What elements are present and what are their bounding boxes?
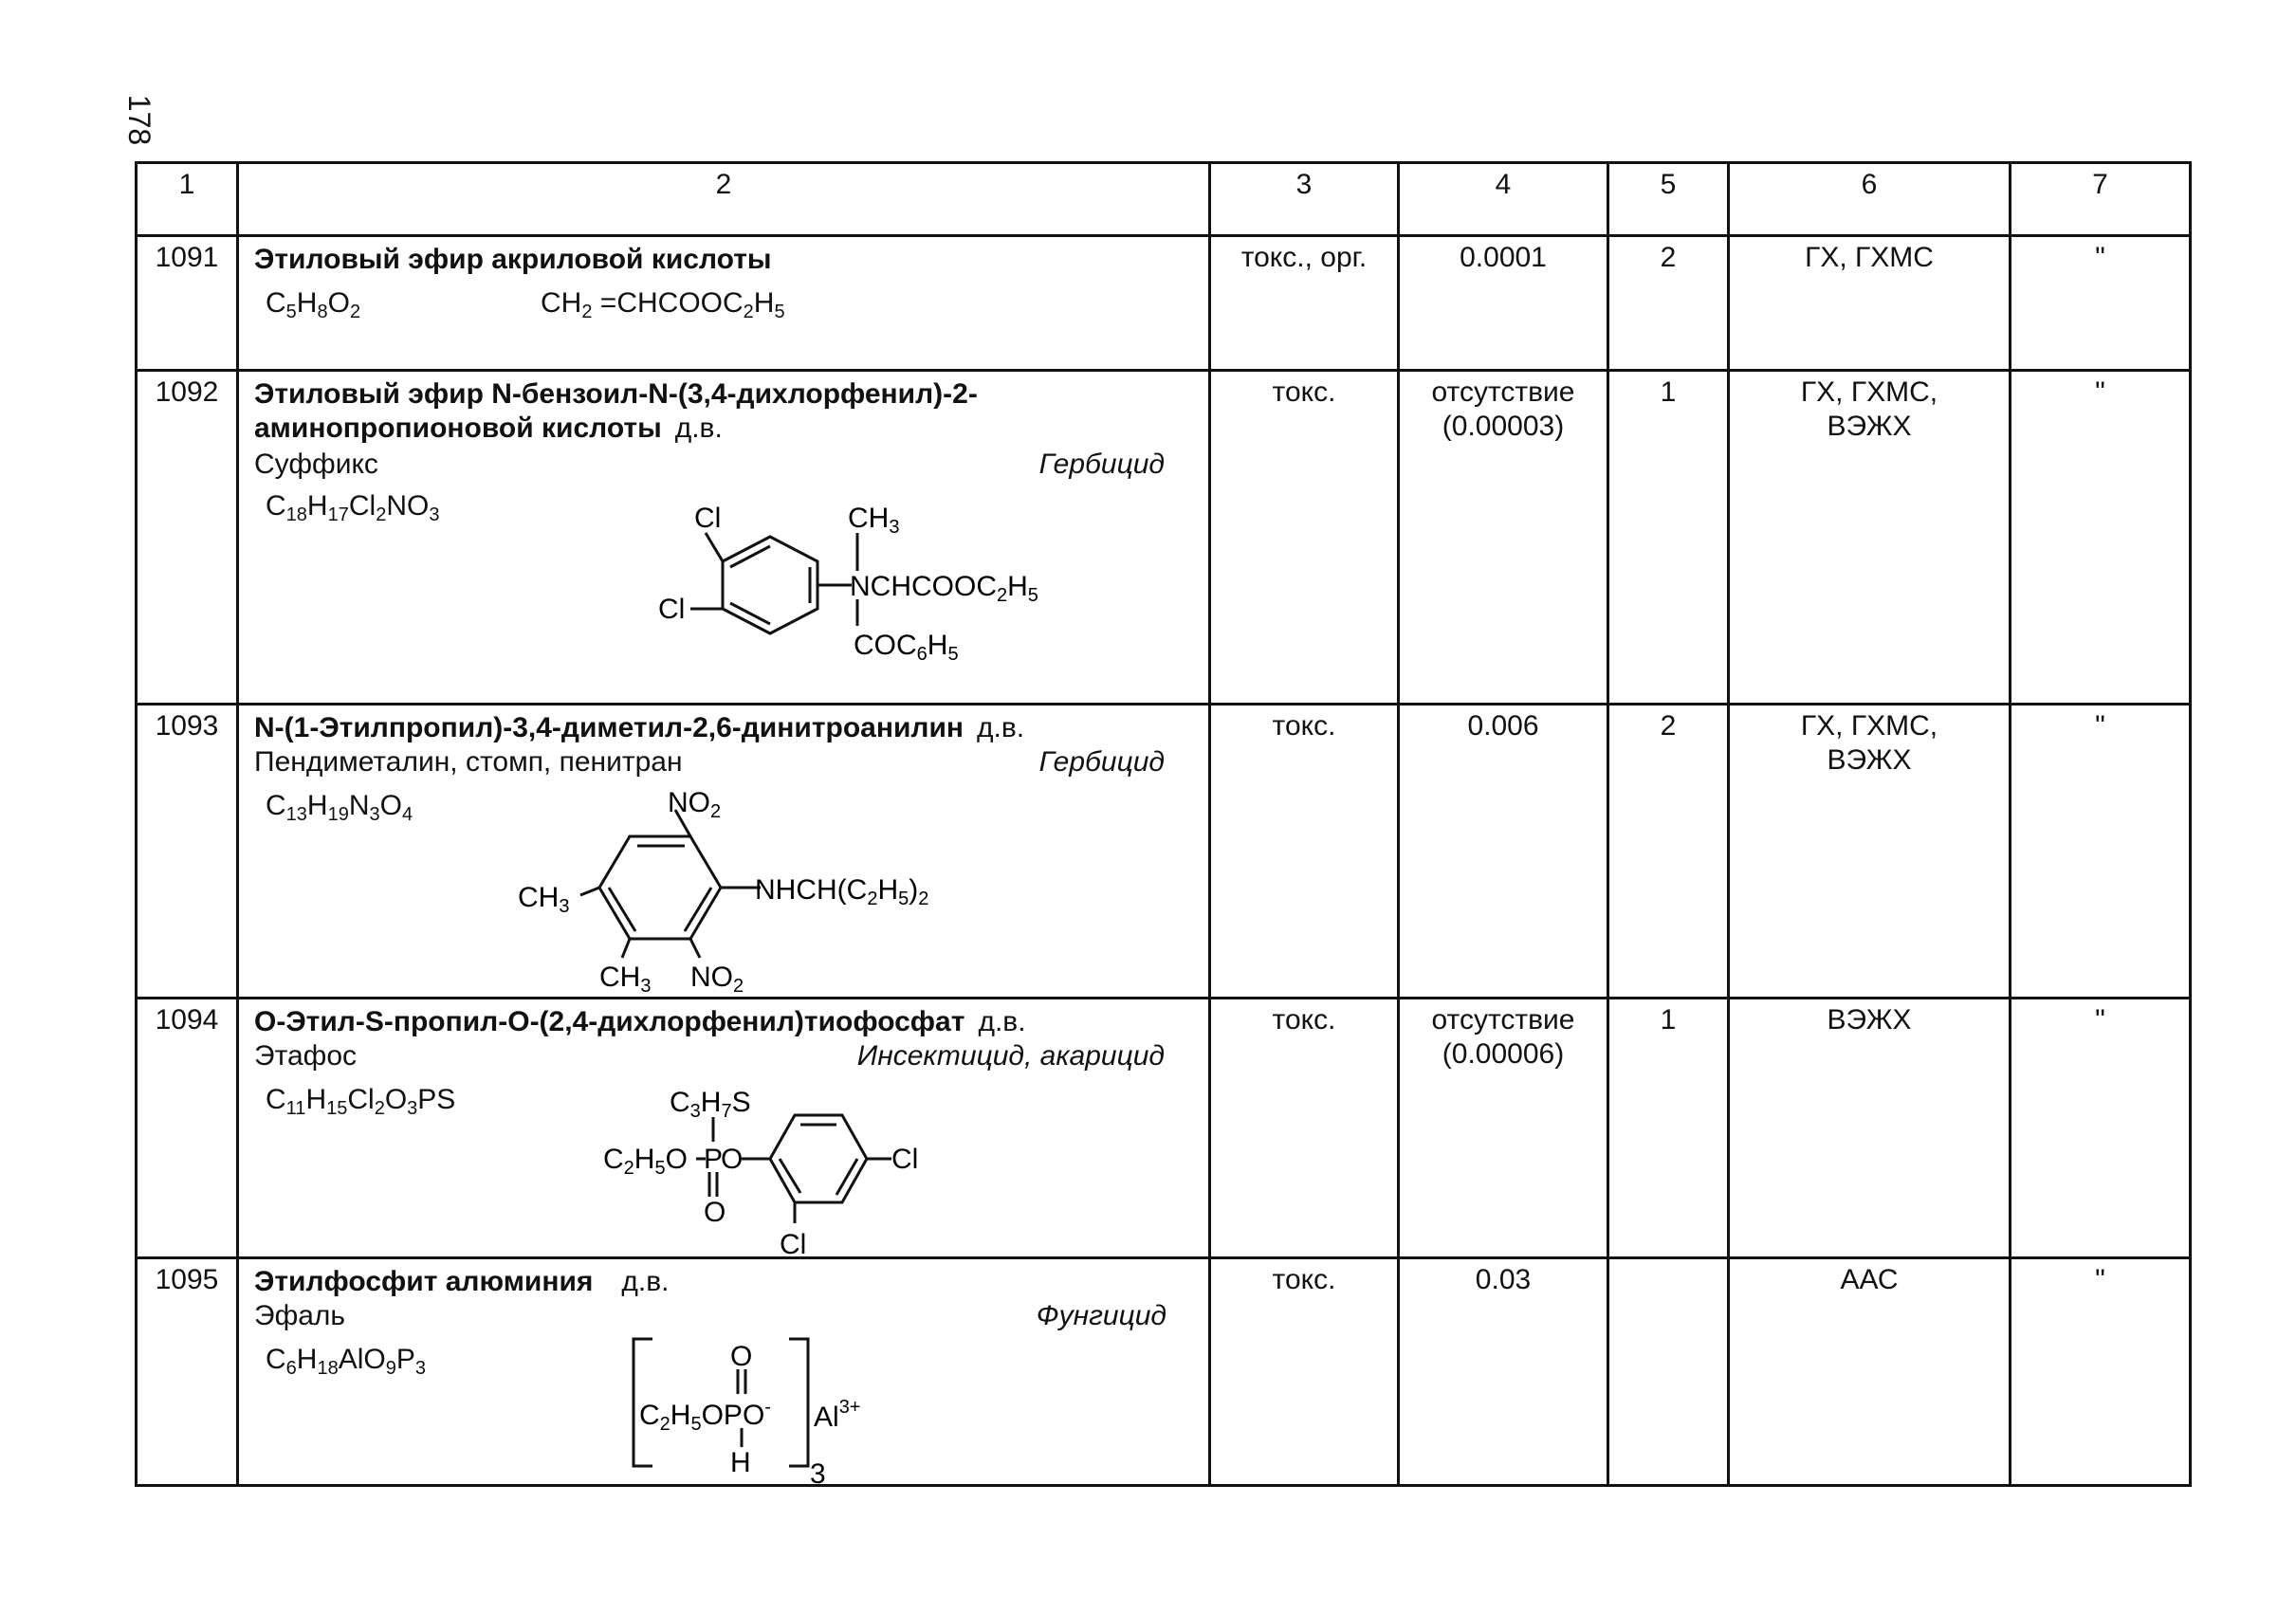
substance-cell <box>238 705 1210 999</box>
concentration-cell <box>1399 999 1608 1258</box>
method-cell <box>1729 371 2011 705</box>
substance-name-line1: Этиловый эфир N-бензоил-N-(3,4-дихлорфенил)-2- <box>254 378 978 410</box>
substance-cell <box>238 236 1210 371</box>
method-value: ВЭЖХ <box>1827 1004 1912 1036</box>
methyl-bottom: $CH_3$ <box>599 962 652 997</box>
header-col-4: 4 <box>1399 163 1608 236</box>
substance-cell <box>238 371 1210 705</box>
class-cell: 1 <box>1608 371 1729 705</box>
header-col-6: 6 <box>1729 163 2011 236</box>
stoichiometry: 3 <box>810 1458 826 1490</box>
substance-name-line2-wrap <box>254 412 723 446</box>
nitro-bottom: $NO_2$ <box>690 962 744 997</box>
chlorine-left: Cl <box>658 594 686 625</box>
amine-chain: $NCHCOOC_2H_5$ <box>850 571 1038 606</box>
nitro-top: $NO_2$ <box>668 787 722 822</box>
class-cell <box>1608 1258 1729 1486</box>
substance-name-line2: аминопропионовой кислоты <box>254 412 662 444</box>
class-cell: 1 <box>1608 999 1729 1258</box>
ref-cell: " <box>2011 999 2191 1258</box>
class-cell: 2 <box>1608 705 1729 999</box>
table-row <box>137 1258 2191 1486</box>
chlorine-top: Cl <box>694 503 722 534</box>
row-number: 1094 <box>137 999 238 1258</box>
aluminium: $Al^{3+}$ <box>814 1397 861 1433</box>
structure-1095 <box>618 1333 1017 1490</box>
active-substance-mark: д.в. <box>621 1266 670 1297</box>
molecular-formula: $C_6H_{18}AlO_9P_3$ <box>266 1344 426 1379</box>
header-row <box>137 163 2191 236</box>
method-cell <box>1729 705 2011 999</box>
structure-1093 <box>505 781 998 999</box>
method-cell <box>1729 999 2011 1258</box>
ester-oxygen: O <box>721 1144 744 1175</box>
trade-name: Суффикс <box>254 449 378 480</box>
ref-cell: " <box>2011 705 2191 999</box>
molecular-formula: $C_{13}H_{19}N_3O_4$ <box>266 790 413 825</box>
row-number: 1093 <box>137 705 238 999</box>
phosphorus: P <box>704 1144 724 1175</box>
concentration-value: 0.0001 <box>1460 242 1547 273</box>
row-number: 1092 <box>137 371 238 705</box>
trade-name: Этафос <box>254 1040 358 1072</box>
substance-name: Этилфосфит алюминия <box>254 1266 594 1297</box>
row-number: 1091 <box>137 236 238 371</box>
ref-cell: " <box>2011 1258 2191 1486</box>
active-substance-mark: д.в. <box>978 1006 1026 1037</box>
methyl-left: $CH_3$ <box>518 882 570 917</box>
substance-name-wrap <box>254 1265 670 1299</box>
active-substance-mark: д.в. <box>674 412 723 444</box>
concentration-cell <box>1399 236 1608 371</box>
hazard-cell: токс., орг. <box>1210 236 1399 371</box>
table-row <box>137 705 2191 999</box>
table-row <box>137 999 2191 1258</box>
hydrogen: H <box>730 1447 751 1478</box>
method-value: ГХ, ГХМС <box>1805 242 1934 273</box>
propylthio-group: $C_3H_7S$ <box>670 1087 751 1122</box>
methyl-group: $CH_3$ <box>848 503 900 538</box>
header-col-3: 3 <box>1210 163 1399 236</box>
oxo-oxygen: O <box>730 1341 753 1372</box>
method-value-2: ВЭЖХ <box>1827 411 1912 442</box>
chlorine-ortho: Cl <box>780 1229 807 1260</box>
table-row <box>137 236 2191 371</box>
ethyl-phosphonate: $C_2H_5OPO^-$ <box>639 1397 771 1435</box>
active-substance-mark: д.в. <box>977 712 1025 743</box>
molecular-formula: $C_{18}H_{17}Cl_2NO_3$ <box>266 490 440 525</box>
concentration-value: 0.006 <box>1467 710 1539 742</box>
trade-name: Эфаль <box>254 1300 346 1331</box>
row-number: 1095 <box>137 1258 238 1486</box>
ref-cell: " <box>2011 371 2191 705</box>
concentration-cell <box>1399 371 1608 705</box>
concentration-detail: (0.00003) <box>1442 411 1565 442</box>
header-col-2: 2 <box>238 163 1210 236</box>
ethoxy-group: $C_2H_5O$ <box>603 1144 688 1179</box>
method-cell <box>1729 1258 2011 1486</box>
substance-name: Этиловый эфир акриловой кислоты <box>254 244 772 275</box>
amine-substituent: $NHCH(C_2H_5)_2$ <box>755 874 929 909</box>
oxo-oxygen: O <box>704 1197 726 1228</box>
header-col-1: 1 <box>137 163 238 236</box>
pesticide-class: Гербицид <box>1038 449 1165 480</box>
hazard-cell: токс. <box>1210 705 1399 999</box>
header-col-7: 7 <box>2011 163 2191 236</box>
concentration-value: отсутствие <box>1431 1004 1575 1036</box>
pesticide-class: Гербицид <box>1038 746 1165 778</box>
substance-cell <box>238 999 1210 1258</box>
chlorine-para: Cl <box>891 1144 919 1175</box>
structure-1094 <box>603 1073 1102 1263</box>
concentration-detail: (0.00006) <box>1442 1038 1565 1070</box>
substance-name: О-Этил-S-пропил-О-(2,4-дихлорфенил)тиофосфат <box>254 1006 965 1037</box>
page-number: 178 <box>122 94 157 146</box>
concentration-value: 0.03 <box>1475 1264 1532 1295</box>
hazard-cell: токс. <box>1210 1258 1399 1486</box>
method-value-2: ВЭЖХ <box>1827 744 1912 776</box>
concentration-cell <box>1399 1258 1608 1486</box>
pesticide-class: Фунгицид <box>1036 1300 1166 1331</box>
trade-name: Пендиметалин, стомп, пенитран <box>254 746 683 778</box>
structure-1092 <box>618 484 1074 702</box>
method-value: ГХ, ГХМС, <box>1800 710 1938 742</box>
molecular-formula: $C_{11}H_{15}Cl_2O_3PS$ <box>266 1084 456 1119</box>
method-value: ААС <box>1840 1264 1899 1295</box>
method-cell <box>1729 236 2011 371</box>
substance-cell <box>238 1258 1210 1490</box>
molecular-formula: $C_5H_8O_2$ <box>266 287 361 322</box>
method-value: ГХ, ГХМС, <box>1800 376 1938 408</box>
substance-name-wrap <box>254 1005 1026 1039</box>
data-table <box>135 161 2192 1490</box>
class-cell: 2 <box>1608 236 1729 371</box>
hazard-cell: токс. <box>1210 999 1399 1258</box>
pesticide-class: Инсектицид, акарицид <box>856 1040 1165 1072</box>
hazard-cell: токс. <box>1210 371 1399 705</box>
table-row <box>137 371 2191 705</box>
substance-name: N-(1-Этилпропил)-3,4-диметил-2,6-динитроанилин <box>254 712 964 743</box>
benzoyl-group: $COC_6H_5$ <box>854 630 959 665</box>
concentration-value: отсутствие <box>1431 376 1575 408</box>
concentration-cell <box>1399 705 1608 999</box>
structural-formula: $CH_2$ $=CHCOOC_2H_5$ <box>541 287 785 322</box>
substance-name-wrap <box>254 711 1024 745</box>
header-col-5: 5 <box>1608 163 1729 236</box>
ref-cell: " <box>2011 236 2191 371</box>
